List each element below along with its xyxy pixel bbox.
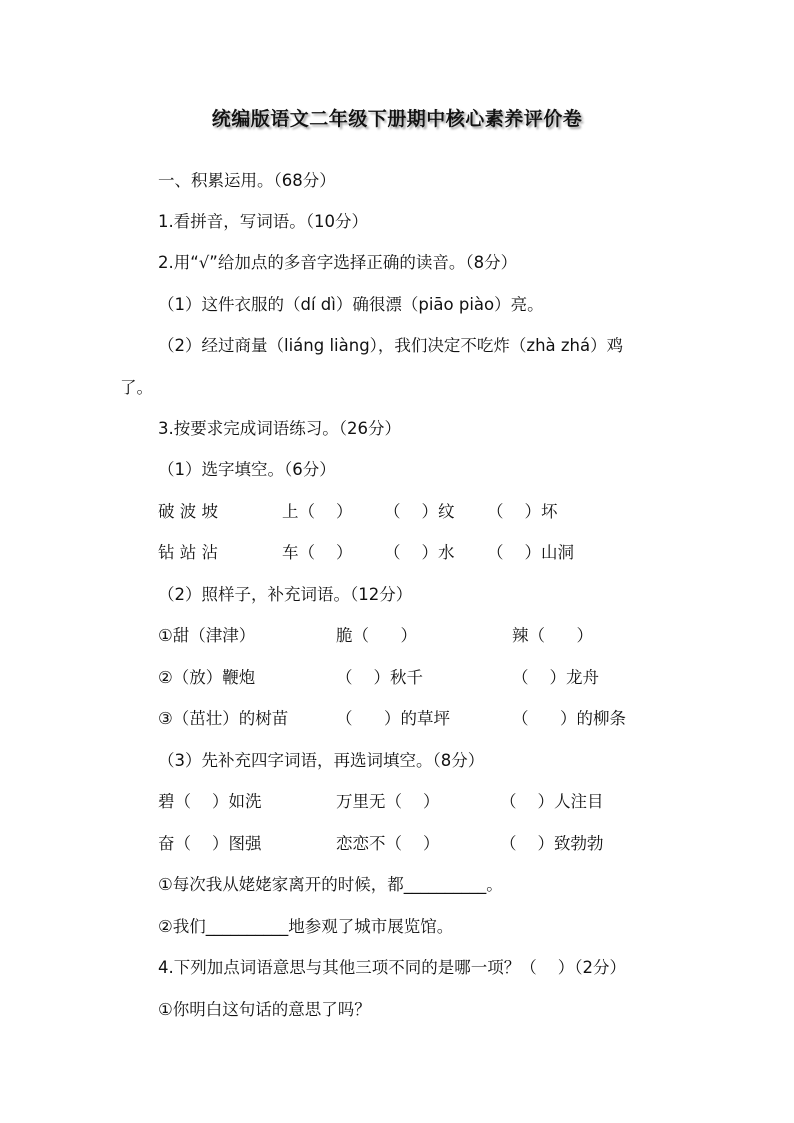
fill-blank: （ ）坏 (487, 502, 558, 521)
question-4-stem: 4.下列加点词语意思与其他三项不同的是哪一项？（ ）（2分） (158, 958, 626, 977)
idiom-blank: 恋恋不（ ） (336, 834, 440, 853)
fill-sentence: ②我们__________地参观了城市展览馆。 (158, 917, 454, 936)
question-2-item-2-wrap (0, 375, 794, 401)
question-2 (0, 250, 794, 276)
idiom-blank: 碧（ ）如洗 (158, 792, 262, 811)
question-3-stem: 3.按要求完成词语练习。（26分） (158, 419, 401, 438)
part-3-row-1 (0, 789, 794, 815)
fill-blank: 辣（ ） (512, 626, 593, 645)
char-choices: 破 波 坡 (158, 502, 218, 521)
part-1-heading: （1）选字填空。（6分） (158, 460, 336, 479)
fill-blank: 车（ ） (282, 543, 353, 562)
part-1-row-1 (0, 499, 794, 525)
part-2-heading: （2）照样子，补充词语。（12分） (158, 585, 413, 604)
char-choices: 钻 站 沾 (158, 543, 218, 562)
question-4-option-1 (0, 997, 794, 1023)
idiom-blank: 奋（ ）图强 (158, 834, 262, 853)
fill-sentence: ①每次我从姥姥家离开的时候，都__________。 (158, 875, 503, 894)
question-4 (0, 955, 794, 981)
question-2-item-2-text: （2）经过商量（liáng liàng），我们决定不吃炸（zhà zhá）鸡 (158, 336, 624, 355)
fill-blank: （ ）秋千 (336, 668, 423, 687)
example-word: ①甜（津津） (158, 626, 256, 645)
section-1-label: 一、积累运用。（68分） (158, 171, 336, 190)
question-2-item-1 (0, 292, 794, 318)
question-2-item-2-continuation: 了。 (120, 378, 153, 397)
fill-blank: （ ）的草坪 (336, 709, 450, 728)
question-3-part-1 (0, 457, 794, 483)
question-1 (0, 209, 794, 235)
question-2-item-2 (0, 333, 794, 359)
question-3-part-3 (0, 748, 794, 774)
fill-blank: （ ）水 (384, 543, 455, 562)
part-2-row-2 (0, 665, 794, 691)
exam-title: 统编版语文二年级下册期中核心素养评价卷 (211, 108, 583, 130)
fill-blank: 脆（ ） (336, 626, 417, 645)
fill-blank: （ ）的柳条 (512, 709, 626, 728)
fill-blank: （ ）山洞 (487, 543, 574, 562)
part-3-fill-1 (0, 872, 794, 898)
example-word: ②（放）鞭炮 (158, 668, 256, 687)
idiom-blank: 万里无（ ） (336, 792, 440, 811)
question-3-part-2 (0, 582, 794, 608)
fill-blank: 上（ ） (282, 502, 353, 521)
part-1-row-2 (0, 540, 794, 566)
question-2-stem: 2.用“√”给加点的多音字选择正确的读音。（8分） (158, 253, 518, 272)
question-1-stem: 1.看拼音，写词语。（10分） (158, 212, 368, 231)
part-2-row-3 (0, 706, 794, 732)
option-text: ①你明白这句话的意思了吗？ (158, 1000, 371, 1019)
fill-blank: （ ）纹 (384, 502, 455, 521)
example-word: ③（茁壮）的树苗 (158, 709, 289, 728)
part-3-fill-2 (0, 914, 794, 940)
fill-blank: （ ）龙舟 (512, 668, 599, 687)
part-2-row-1 (0, 623, 794, 649)
part-3-row-2 (0, 831, 794, 857)
idiom-blank: （ ）致勃勃 (500, 834, 604, 853)
section-heading (0, 168, 794, 194)
part-3-heading: （3）先补充四字词语，再选词填空。（8分） (158, 751, 485, 770)
question-3 (0, 416, 794, 442)
question-2-item-1-text: （1）这件衣服的（dí dì）确很漂（piāo piào）亮。 (158, 295, 544, 314)
idiom-blank: （ ）人注目 (500, 792, 604, 811)
